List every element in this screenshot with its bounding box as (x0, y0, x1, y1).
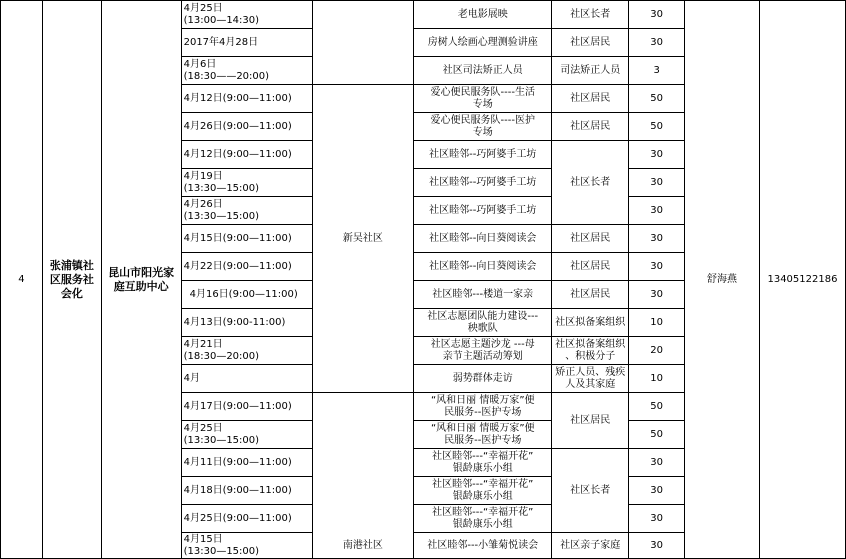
target-cell: 社区拟备案组织 、积极分子 (552, 337, 629, 365)
time-cell: 4月25日 (13:00—14:30) (181, 1, 312, 29)
time-cell: 4月15日(9:00—11:00) (181, 225, 312, 253)
count-cell: 30 (629, 505, 685, 533)
time-cell: 4月11日(9:00—11:00) (181, 449, 312, 477)
count-cell: 50 (629, 113, 685, 141)
table-row (1, 1, 846, 29)
phone-cell: 13405122186 (759, 1, 845, 559)
time-cell: 4月15日 (13:30—15:00) (181, 533, 312, 559)
target-cell: 社区居民 (552, 113, 629, 141)
target-cell: 社区居民 (552, 253, 629, 281)
target-cell: 社区拟备案组织 (552, 309, 629, 337)
count-cell: 30 (629, 197, 685, 225)
time-cell: 4月25日 (13:30—15:00) (181, 421, 312, 449)
time-cell: 4月12日(9:00—11:00) (181, 141, 312, 169)
contact-cell: 舒海燕 (685, 1, 760, 559)
count-cell: 30 (629, 1, 685, 29)
time-cell: 4月16日(9:00—11:00) (181, 281, 312, 309)
target-cell: 社区亲子家庭 (552, 533, 629, 559)
activity-cell: 爱心便民服务队----生活 专场 (414, 85, 552, 113)
time-cell: 4月18日(9:00—11:00) (181, 477, 312, 505)
time-cell: 4月25日(9:00—11:00) (181, 505, 312, 533)
activity-cell: 老电影展映 (414, 1, 552, 29)
town-cell: 张浦镇社区服务社会化 (42, 1, 101, 559)
activity-cell: 社区睦邻--巧阿婆手工坊 (414, 169, 552, 197)
count-cell: 30 (629, 225, 685, 253)
target-cell: 社区长者 (552, 141, 629, 225)
time-cell: 4月26日 (13:30—15:00) (181, 197, 312, 225)
activity-cell: 社区睦邻--向日葵阅读会 (414, 253, 552, 281)
time-cell: 2017年4月28日 (181, 29, 312, 57)
target-cell: 社区居民 (552, 29, 629, 57)
count-cell: 30 (629, 533, 685, 559)
count-cell: 50 (629, 421, 685, 449)
target-cell: 社区长者 (552, 449, 629, 533)
count-cell: 20 (629, 337, 685, 365)
count-cell: 30 (629, 449, 685, 477)
activity-cell: 房树人绘画心理测验讲座 (414, 29, 552, 57)
activity-cell: 社区睦邻--向日葵阅读会 (414, 225, 552, 253)
target-cell: 社区居民 (552, 393, 629, 449)
target-cell: 社区居民 (552, 281, 629, 309)
count-cell: 50 (629, 393, 685, 421)
time-cell: 4月 (181, 365, 312, 393)
community-cell (312, 1, 414, 85)
target-cell: 司法矫正人员 (552, 57, 629, 85)
time-cell: 4月19日 (13:30—15:00) (181, 169, 312, 197)
activity-cell: 爱心便民服务队----医护 专场 (414, 113, 552, 141)
time-cell: 4月12日(9:00—11:00) (181, 85, 312, 113)
count-cell: 30 (629, 29, 685, 57)
activity-cell: 社区睦邻--巧阿婆手工坊 (414, 141, 552, 169)
count-cell: 30 (629, 169, 685, 197)
activity-cell: 社区睦邻--巧阿婆手工坊 (414, 197, 552, 225)
time-cell: 4月21日 (18:30—20:00) (181, 337, 312, 365)
activity-cell: 社区睦邻---“幸福开花” 银龄康乐小组 (414, 449, 552, 477)
count-cell: 30 (629, 253, 685, 281)
count-cell: 10 (629, 309, 685, 337)
center-cell: 昆山市阳光家庭互助中心 (101, 1, 181, 559)
count-cell: 50 (629, 85, 685, 113)
count-cell: 10 (629, 365, 685, 393)
activity-cell: 社区睦邻---小雏菊悦读会 (414, 533, 552, 559)
row-number-cell: 4 (1, 1, 43, 559)
activity-cell: 社区司法矫正人员 (414, 57, 552, 85)
time-cell: 4月6日 (18:30——20:00) (181, 57, 312, 85)
count-cell: 3 (629, 57, 685, 85)
count-cell: 30 (629, 141, 685, 169)
target-cell: 社区居民 (552, 85, 629, 113)
activity-cell: 弱势群体走访 (414, 365, 552, 393)
community-cell-xinwu: 新吴社区 (312, 85, 414, 393)
activity-cell: “风和日丽 情暖万家”便 民服务--医护专场 (414, 421, 552, 449)
count-cell: 30 (629, 281, 685, 309)
activity-cell: 社区睦邻---楼道一家亲 (414, 281, 552, 309)
activity-cell: 社区志愿团队能力建设--- 秧歌队 (414, 309, 552, 337)
time-cell: 4月26日(9:00—11:00) (181, 113, 312, 141)
time-cell: 4月17日(9:00—11:00) (181, 393, 312, 421)
target-cell: 社区长者 (552, 1, 629, 29)
target-cell: 矫正人员、残疾 人及其家庭 (552, 365, 629, 393)
activity-cell: 社区志愿主题沙龙 ---母 亲节主题活动筹划 (414, 337, 552, 365)
activity-cell: 社区睦邻---“幸福开花” 银龄康乐小组 (414, 505, 552, 533)
community-cell-nangang: 南港社区 (312, 393, 414, 559)
activity-cell: 社区睦邻---“幸福开花” 银龄康乐小组 (414, 477, 552, 505)
time-cell: 4月22日(9:00—11:00) (181, 253, 312, 281)
time-cell: 4月13日(9:00-11:00) (181, 309, 312, 337)
target-cell: 社区居民 (552, 225, 629, 253)
activity-cell: “风和日丽 情暖万家”便 民服务--医护专场 (414, 393, 552, 421)
count-cell: 30 (629, 477, 685, 505)
